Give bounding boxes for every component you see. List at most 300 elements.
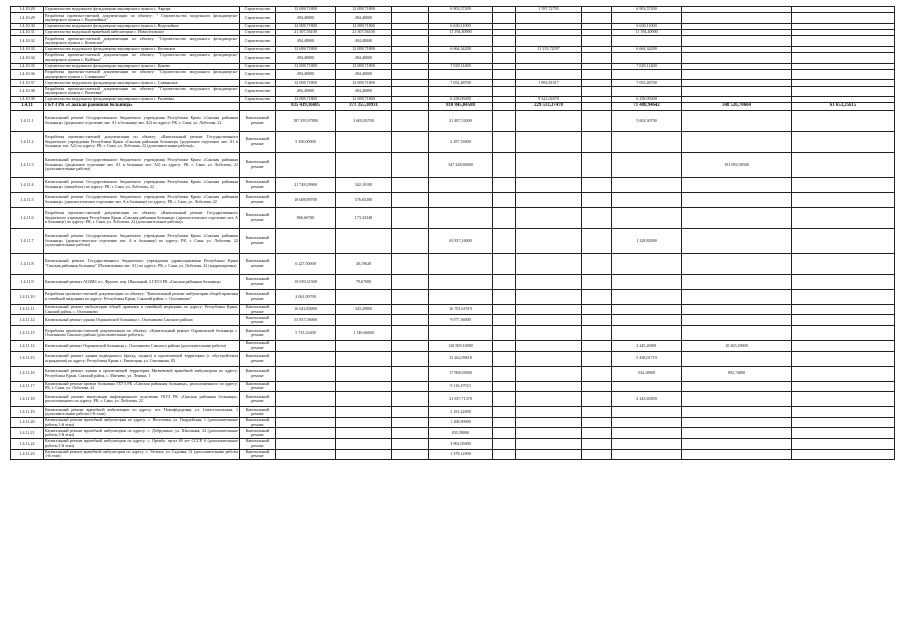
total-cost: 866,66700 [276, 207, 336, 228]
cost-col-8: 1 228,82000 [612, 228, 682, 253]
cost-col-6 [516, 131, 582, 152]
cost-col-6: 1 892,81017 [516, 80, 582, 86]
cost-col-9 [682, 192, 792, 207]
row-code: 1.4.11.23 [11, 449, 44, 460]
cost-col-8 [612, 449, 682, 460]
cost-col-10 [792, 13, 895, 24]
cost-col-6 [516, 274, 582, 289]
row-code: 1.4.10.30 [11, 23, 44, 29]
cost-col-7 [582, 103, 612, 111]
cost-col-6 [516, 110, 582, 131]
cost-col-9: 191 093,38300 [682, 152, 792, 177]
total-cost: 12 698,71800 [276, 46, 336, 52]
cost-col-4 [429, 274, 493, 289]
cost-col-4: 21 487,52000 [429, 110, 493, 131]
cost-col-6 [516, 392, 582, 407]
cost-col-10 [792, 325, 895, 340]
cost-col-6 [516, 253, 582, 274]
cost-col-8: 2 245,26001 [612, 340, 682, 351]
cost-col-6: 229 513,37478 [516, 103, 582, 111]
row-description: Строительство модульного фельдшерско-акушерского пункта с. Котовское [44, 46, 240, 52]
row-code: 1.4.10.29 [11, 13, 44, 24]
cost-col-7 [582, 207, 612, 228]
table-row [11, 152, 895, 177]
cost-col-9 [682, 438, 792, 449]
work-type: Капитальный ремонт [240, 131, 276, 152]
cost-col-5 [493, 392, 516, 407]
cost-col-2 [336, 407, 392, 418]
cost-col-10 [792, 36, 895, 47]
cost-col-3 [392, 325, 429, 340]
total-cost [276, 438, 336, 449]
cost-col-4: 2 297,33000 [429, 131, 493, 152]
cost-col-8: 6 903,57200 [612, 7, 682, 13]
row-description: Капитальный ремонт Охрановской больницы с. Охотниково Сакского района (дополнительные работы) [44, 340, 240, 351]
cost-col-4 [429, 192, 493, 207]
row-code: 1.4.10.28 [11, 7, 44, 13]
table-row [11, 351, 895, 366]
cost-col-2 [336, 289, 392, 304]
cost-col-9 [682, 351, 792, 366]
cost-col-2 [336, 152, 392, 177]
cost-col-3 [392, 13, 429, 24]
table-row [11, 69, 895, 80]
table-row [11, 438, 895, 449]
cost-col-3 [392, 428, 429, 439]
cost-col-2: 576,65200 [336, 192, 392, 207]
cost-col-4: 9 116,19723 [429, 381, 493, 392]
cost-col-8 [612, 177, 682, 192]
row-code: 1.4.11.12 [11, 315, 44, 326]
total-cost [276, 340, 336, 351]
cost-col-5 [493, 110, 516, 131]
cost-col-2: 12 698,71800 [336, 97, 392, 103]
work-type: Капитальный ремонт [240, 315, 276, 326]
cost-col-7 [582, 110, 612, 131]
work-type: Капитальный ремонт [240, 381, 276, 392]
cost-col-5 [493, 417, 516, 428]
cost-col-2: 79,67000 [336, 274, 392, 289]
cost-col-8: 2 243,65839 [612, 392, 682, 407]
cost-col-4: 65 837,16000 [429, 228, 493, 253]
row-description: Капитальный ремонт Государственного бюджетного учреждения Республики Крым «Сакская районная больница» (диагностическое отделение лит. А в больнице) по адресу: РК, г. Саки, ул. Лобозова, 22 (дополнительные работы) [44, 228, 240, 253]
work-type: Капитальный ремонт [240, 207, 276, 228]
cost-col-8 [612, 274, 682, 289]
table-row [11, 417, 895, 428]
cost-col-3 [392, 207, 429, 228]
row-description: Строительство модульного фельдшерско-акушерского пункта с. Славянское [44, 80, 240, 86]
cost-col-7 [582, 289, 612, 304]
cost-col-2: 173,33348 [336, 207, 392, 228]
row-description: Разработка проектно-сметной документации по объекту: " Строительство модульного фельдшерско-акушерского пункта с. Водопойное" [45, 12, 238, 22]
total-cost [276, 152, 336, 177]
work-type: Строительство [240, 7, 276, 13]
cost-col-7 [582, 304, 612, 315]
cost-col-9 [682, 392, 792, 407]
table-row [11, 103, 895, 111]
cost-col-10 [792, 207, 895, 228]
cost-col-3 [392, 253, 429, 274]
row-code: 1.4.11.1 [11, 110, 44, 131]
cost-col-4: 1 268,90000 [429, 417, 493, 428]
cost-col-2 [336, 449, 392, 460]
cost-col-8 [612, 417, 682, 428]
cost-col-6 [516, 36, 582, 47]
cost-col-5 [493, 351, 516, 366]
cost-col-7 [582, 407, 612, 418]
cost-col-8 [612, 86, 682, 97]
work-type: Капитальный ремонт [240, 253, 276, 274]
cost-col-3 [392, 340, 429, 351]
cost-col-2: 494,40000 [336, 36, 392, 47]
cost-col-10: 61 653,25615 [792, 103, 895, 111]
work-type: Строительство [240, 46, 276, 52]
cost-col-6 [516, 340, 582, 351]
work-type: Строительство [240, 52, 276, 63]
total-cost: 494,40000 [276, 13, 336, 24]
total-cost: 12 698,71800 [276, 7, 336, 13]
cost-col-2: 21 307,56100 [336, 29, 392, 35]
cost-col-2: 12 698,71800 [336, 23, 392, 29]
table-row [11, 36, 895, 47]
cost-col-3 [392, 152, 429, 177]
total-cost: 494,40000 [276, 86, 336, 97]
row-description: Разработка проектно-сметной документации по объекту: «Капитальный ремонт Охрановской больницы с. Охотниково Сакского района (дополнительные работы)» [44, 325, 240, 340]
cost-col-7 [582, 152, 612, 177]
cost-col-6 [516, 325, 582, 340]
table-row [11, 381, 895, 392]
cost-col-5 [493, 207, 516, 228]
cost-col-6 [516, 315, 582, 326]
table-row [11, 86, 895, 97]
row-code: 1.4.11.16 [11, 366, 44, 381]
cost-col-2 [336, 392, 392, 407]
row-description: Строительство модульного фельдшерско-акушерского пункта с. Аврора [44, 7, 240, 13]
cost-col-2: 494,40000 [336, 13, 392, 24]
cost-col-6 [516, 449, 582, 460]
total-cost: 12 698,71800 [276, 23, 336, 29]
work-type [240, 103, 276, 111]
cost-col-3 [392, 177, 429, 192]
cost-col-2: 494,40000 [336, 69, 392, 80]
row-code: 1.4.10.34 [11, 52, 44, 63]
cost-col-3 [392, 131, 429, 152]
row-description: Капитальный ремонт здания подводимого (фасад, подвал) и прилегающей территории (с обустройством ограждения) по адресу: Республика Крым, г. Евпатория, ул. Смелянова, 83 [44, 351, 240, 366]
cost-col-10 [792, 340, 895, 351]
cost-col-2 [336, 351, 392, 366]
cost-col-3 [392, 366, 429, 381]
cost-col-8 [612, 69, 682, 80]
cost-col-2 [336, 340, 392, 351]
row-description: Капитальный ремонт Государственного бюджетного учреждения Республики Крым «Сакская районная больница» (диагностическое отделение лит. А в больнице) по адресу: РК, г. Саки, ул. Лобозова, 22 [44, 192, 240, 207]
table-row [11, 428, 895, 439]
total-cost [276, 449, 336, 460]
cost-col-5 [493, 289, 516, 304]
cost-col-6 [516, 152, 582, 177]
cost-col-5 [493, 366, 516, 381]
work-type: Капитальный ремонт [240, 289, 276, 304]
row-code: 1.4.10.31 [11, 29, 44, 35]
cost-col-10 [792, 407, 895, 418]
row-description: Разработка проектно-сметной документации по объекту: "Строительство модульного фельдшерско-акушерского пункта с. Котовское" [45, 35, 238, 45]
work-type: Строительство [240, 69, 276, 80]
cost-col-10 [792, 449, 895, 460]
cost-col-8: 6 630,11000 [612, 23, 682, 29]
cost-col-8 [612, 152, 682, 177]
cost-col-4 [429, 253, 493, 274]
cost-col-2: 12 698,71800 [336, 63, 392, 69]
cost-col-3 [392, 103, 429, 111]
row-description: Разработка проектно-сметной документации по объекту: «Капитальный ремонт Государственного бюджетного учреждения Республики Крым «Сакская районная больница» (родильное отделение лит. А1 в больнице лит. А2) по адресу: РК, г. Саки, ул. Лобозова, 22 (дополнительные работы)» [44, 131, 240, 152]
cost-col-9 [682, 110, 792, 131]
cost-col-3 [392, 192, 429, 207]
row-description: Капитальный ремонт Государственного бюджетного учреждения Республики Крым «Сакская районная больница» (родильное отделение лит. А1 в больнице лит. А2) по адресу: РК, г. Саки, ул. Лобозова, 22 [44, 110, 240, 131]
cost-col-4 [429, 36, 493, 47]
cost-col-8 [612, 13, 682, 24]
total-cost: 187 295,97800 [276, 110, 336, 131]
total-cost: 53 857,56000 [276, 315, 336, 326]
work-type: Капитальный ремонт [240, 325, 276, 340]
table-row [11, 110, 895, 131]
cost-col-4: 128 509,10000 [429, 340, 493, 351]
cost-col-6 [516, 86, 582, 97]
row-code: 1.4.11.21 [11, 428, 44, 439]
cost-col-5 [493, 228, 516, 253]
cost-col-4: 1 379,12000 [429, 449, 493, 460]
cost-col-3 [392, 407, 429, 418]
cost-col-4 [429, 177, 493, 192]
cost-col-4: 347 228,86000 [429, 152, 493, 177]
row-code: 1.4.11.3 [11, 152, 44, 177]
cost-col-8 [612, 52, 682, 63]
total-cost: 494,40000 [276, 69, 336, 80]
total-cost: 2 061,09700 [276, 289, 336, 304]
cost-col-9 [682, 36, 792, 47]
cost-col-10 [792, 289, 895, 304]
cost-col-5 [493, 274, 516, 289]
cost-col-2: 343,29900 [336, 304, 392, 315]
total-cost: 12 698,71800 [276, 63, 336, 69]
cost-col-10 [792, 69, 895, 80]
cost-col-8 [612, 325, 682, 340]
cost-col-4: 13 262,09618 [429, 351, 493, 366]
cost-col-9 [682, 228, 792, 253]
row-code: 1.4.11.22 [11, 438, 44, 449]
cost-col-8 [612, 36, 682, 47]
cost-col-3 [392, 417, 429, 428]
row-description: Строительство модульной врачебной амбулатории с. Новосёловское [44, 29, 240, 35]
cost-col-4 [429, 86, 493, 97]
row-code: 1.4.11.14 [11, 340, 44, 351]
row-code: 1.4.11 [11, 103, 44, 111]
cost-col-9 [682, 315, 792, 326]
cost-col-9 [682, 52, 792, 63]
cost-col-5 [493, 13, 516, 24]
work-type: Строительство [240, 23, 276, 29]
cost-col-2: 40,19620 [336, 253, 392, 274]
cost-col-10 [792, 253, 895, 274]
cost-col-7 [582, 228, 612, 253]
cost-col-8 [612, 253, 682, 274]
work-type: Капитальный ремонт [240, 428, 276, 439]
cost-col-2 [336, 228, 392, 253]
cost-col-9 [682, 381, 792, 392]
work-type: Строительство [240, 36, 276, 47]
cost-col-6: 1 597,72795 [516, 7, 582, 13]
cost-col-5 [493, 325, 516, 340]
cost-col-4: 6 903,57200 [429, 7, 493, 13]
cost-col-7 [582, 392, 612, 407]
row-description: Капитальный ремонт врачебной амбулатории по адресу: пгт. Новофёдоровка, ул. Севастопольская, 1 (дополнительные работы 1-й этап) [45, 406, 238, 416]
cost-col-4 [429, 69, 493, 80]
row-description: Строительство модульного фельдшерско-акушерского пункта с. Водопойное [44, 23, 240, 29]
work-type: Капитальный ремонт [240, 274, 276, 289]
total-cost [276, 351, 336, 366]
cost-col-9 [682, 177, 792, 192]
work-type: Капитальный ремонт [240, 438, 276, 449]
work-type: Капитальный ремонт [240, 340, 276, 351]
cost-col-8: 7 052,48700 [612, 80, 682, 86]
cost-col-2 [336, 438, 392, 449]
cost-col-10 [792, 86, 895, 97]
row-description: Капитальный ремонт врачебной амбулатории по адресу: с. Веселовка, ул. Гвардейская, 1 (дополнительные работы 1-й этап) [45, 417, 238, 427]
cost-col-7 [582, 192, 612, 207]
row-description: ГБУЗ РК «Сакская районная больница» [44, 103, 240, 111]
cost-col-9 [682, 289, 792, 304]
cost-col-6 [516, 351, 582, 366]
cost-col-4: 11 194,40900 [429, 29, 493, 35]
cost-col-9 [682, 86, 792, 97]
cost-col-3 [392, 36, 429, 47]
cost-col-4: 7 029,11400 [429, 63, 493, 69]
cost-col-6 [516, 366, 582, 381]
total-cost: 12 698,71800 [276, 80, 336, 86]
table-row [11, 207, 895, 228]
cost-col-10 [792, 315, 895, 326]
total-cost: 494,40000 [276, 52, 336, 63]
row-code: 1.4.11.17 [11, 381, 44, 392]
cost-col-5 [493, 152, 516, 177]
total-cost: 21 307,56100 [276, 29, 336, 35]
cost-col-10 [792, 381, 895, 392]
cost-col-7 [582, 86, 612, 97]
cost-col-4: 3 902,05000 [429, 438, 493, 449]
cost-col-4: 6 630,11000 [429, 23, 493, 29]
table-row [11, 325, 895, 340]
work-type: Строительство [240, 80, 276, 86]
total-cost: 18 608,89700 [276, 192, 336, 207]
cost-col-4 [429, 325, 493, 340]
work-type: Капитальный ремонт [240, 228, 276, 253]
cost-col-4: 6 664,34200 [429, 46, 493, 52]
row-code: 1.4.11.7 [11, 228, 44, 253]
cost-col-8: 6 258,09400 [612, 97, 682, 103]
row-code: 1.4.11.20 [11, 417, 44, 428]
row-description: Разработка проектно-сметной документации по объекту: "Строительство модульного фельдшерско-акушерского пункта с. Рылеевка" [45, 86, 238, 96]
row-code: 1.4.11.2 [11, 131, 44, 152]
cost-col-4 [429, 13, 493, 24]
cost-col-5 [493, 52, 516, 63]
cost-col-2: 12 698,71800 [336, 80, 392, 86]
cost-col-4: 810 845,04580 [429, 103, 493, 111]
cost-col-5 [493, 253, 516, 274]
work-type: Капитальный ремонт [240, 366, 276, 381]
table-row [11, 253, 895, 274]
cost-col-5 [493, 86, 516, 97]
work-type: Капитальный ремонт [240, 392, 276, 407]
total-cost: 5 733,33400 [276, 325, 336, 340]
cost-col-4: 2 181,22000 [429, 407, 493, 418]
row-description: Разработка проектно-сметной документации по объекту: «Капитальный ремонт Государственного бюджетного учреждения Республики Крым «Сакская районная больница» (диагностическое отделение лит. А в больнице) по адресу: РК, г. Саки, ул. Лобозова, 22 (дополнительные работы)» [44, 207, 240, 228]
cost-col-2: 3 603,83700 [336, 110, 392, 131]
row-code: 1.4.10.36 [11, 69, 44, 80]
row-code: 1.4.11.4 [11, 177, 44, 192]
row-code: 1.4.11.5 [11, 192, 44, 207]
cost-col-9 [682, 69, 792, 80]
row-description: Капитальный ремонт врачебной амбулатории по адресу: с. Добрушино, ул. Школьная, 24 (дополнительные работы 1-й этап) [45, 427, 238, 438]
work-type: Строительство [240, 97, 276, 103]
cost-col-10 [792, 177, 895, 192]
cost-col-9 [682, 13, 792, 24]
cost-col-10 [792, 417, 895, 428]
row-description: Капитальный ремонт кровли больницы ГБУЗ РК «Сакская районная больница», расположенного по адресу: РК, г. Саки, ул. Лобозова, 22 [45, 381, 238, 391]
cost-col-9: 10 265,39000 [682, 340, 792, 351]
budget-table [10, 6, 895, 460]
cost-col-6 [516, 52, 582, 63]
cost-col-8: 71 488,94642 [612, 103, 682, 111]
cost-col-4: 21 637,71378 [429, 392, 493, 407]
work-type: Строительство [240, 13, 276, 24]
row-code: 1.4.11.11 [11, 304, 44, 315]
cost-col-9 [682, 449, 792, 460]
row-description: Разработка проектно-сметной документации по объекту: "Строительство модульного фельдшерско-акушерского пункта с. Славянское" [45, 69, 238, 79]
row-description: Строительство модульного фельдшерско-акушерского пункта с. Кунево [44, 63, 240, 69]
row-description: Капитальный ремонт здания и прилегающей территории Митяевской врачебной амбулатории по адресу: Республика Крым, Сакский район, с. Митяево, ул. Ленина, 1 [44, 366, 240, 381]
table-row [11, 304, 895, 315]
table-row [11, 289, 895, 304]
row-code: 1.4.11.8 [11, 253, 44, 274]
cost-col-2: 1 146,66600 [336, 325, 392, 340]
cost-col-10 [792, 131, 895, 152]
work-type: Строительство [240, 29, 276, 35]
total-cost: 10 039,31500 [276, 274, 336, 289]
cost-col-8: 11 194,40900 [612, 29, 682, 35]
cost-col-7 [582, 325, 612, 340]
cost-col-5 [493, 192, 516, 207]
cost-col-9: 348 526,70604 [682, 103, 792, 111]
cost-col-4: 6 258,09400 [429, 97, 493, 103]
cost-col-2 [336, 417, 392, 428]
cost-col-10 [792, 152, 895, 177]
cost-col-6 [516, 69, 582, 80]
table-row [11, 228, 895, 253]
cost-col-7 [582, 13, 612, 24]
work-type: Капитальный ремонт [240, 110, 276, 131]
total-cost [276, 366, 336, 381]
row-code: 1.4.10.33 [11, 46, 44, 52]
total-cost: 835 439,16685 [276, 103, 336, 111]
row-code: 1.4.10.39 [11, 97, 44, 103]
cost-col-10 [792, 192, 895, 207]
work-type: Капитальный ремонт [240, 152, 276, 177]
table-row [11, 52, 895, 63]
table-row [11, 340, 895, 351]
cost-col-6 [516, 304, 582, 315]
cost-col-8: 5 438,01719 [612, 351, 682, 366]
total-cost: 5 100,00000 [276, 131, 336, 152]
cost-col-7 [582, 69, 612, 80]
row-code: 1.4.11.10 [11, 289, 44, 304]
